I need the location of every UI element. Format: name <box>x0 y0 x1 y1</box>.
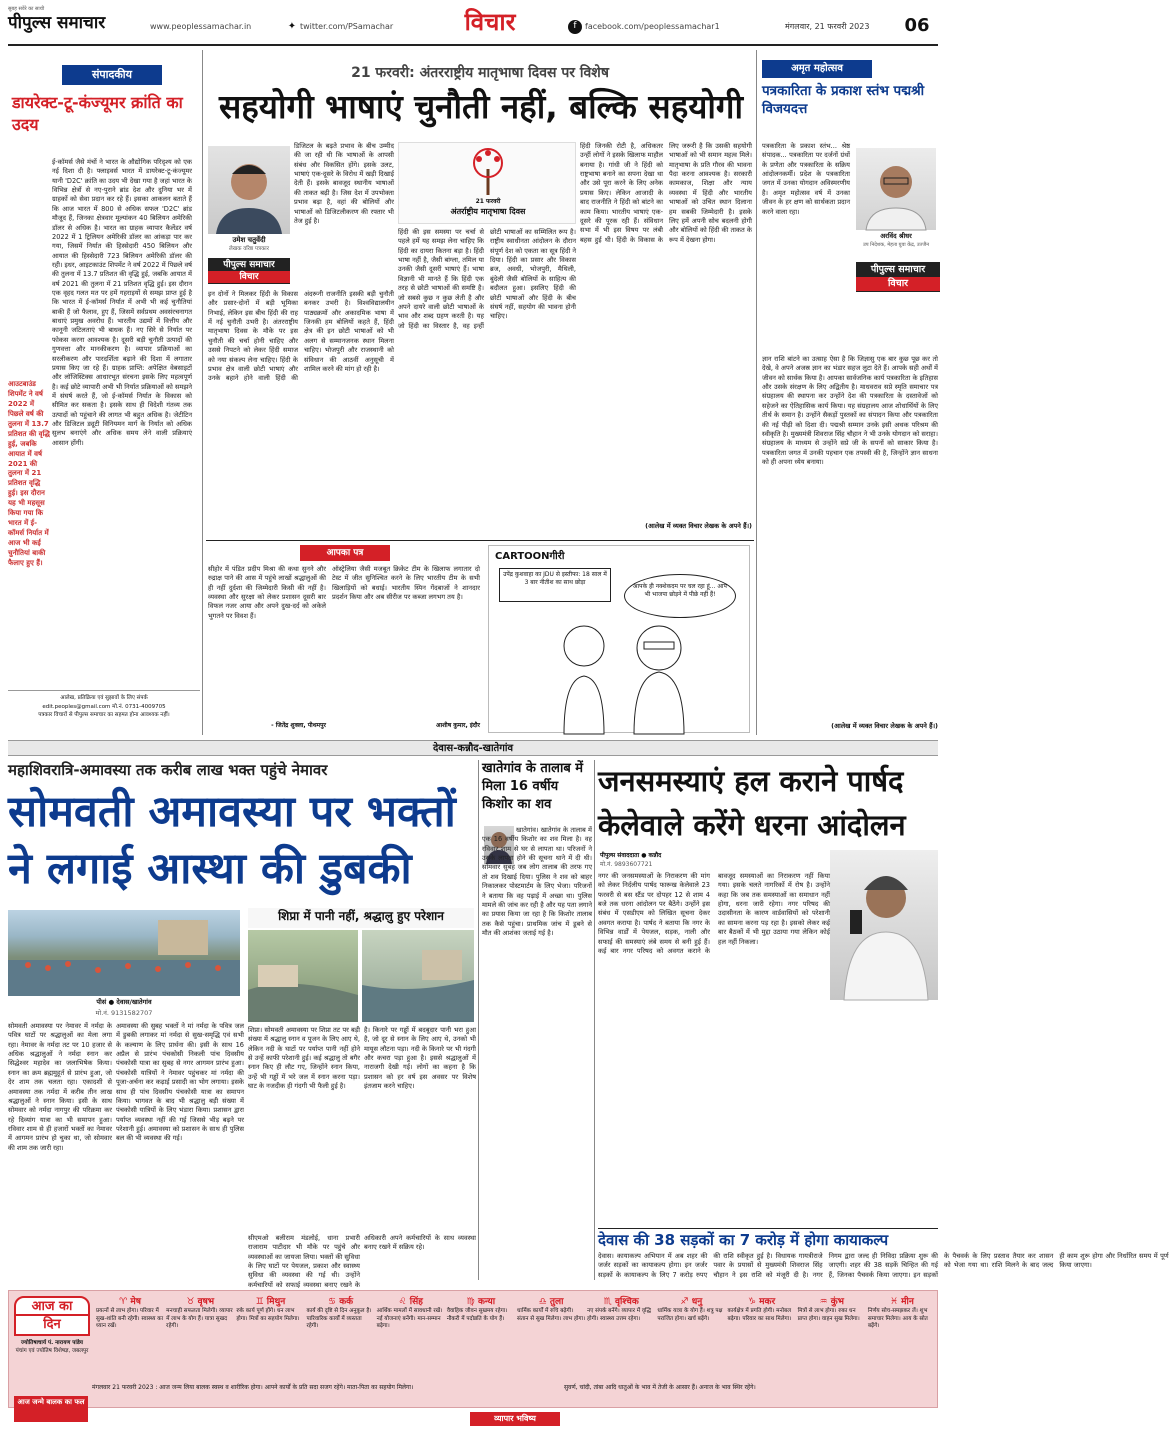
main-col2: अमावस्या की सुबह भक्तों ने मां नर्मदा के पवित्र जल में डुबकी लगाकर मां नर्मदा से सुख-समृद्धि एवं सभी के कल्याण के लिए प्रार्थना की। इसी के साथ 16 अप्रैल से प्रारंभ पंचकोसी निकली पांच दिवसीय पंचकोसी यात्रा का सुबह से नगर आगमन प्रारंभ हुआ। पंचकोसी यात्रियों ने नेमावर पहुंचकर मां नर्मदा की पूजा-अर्चना कर कढ़ाई प्रसादी का भोग लगाया। इसके साथ ही पांच दिवसीय पंचकोसी यात्रा का समापन किया। भागवत के बाद भी श्रद्धालु बड़ी संख्या में पंचकोसी यात्रियों के लिए भंडारा किया। प्रशासन द्वारा पर्याप्त व्यवस्था नहीं की गई जिससे भीड़ बढ़ने पर परेशानी हुई। अमावस्या को प्रशासन के साथ ही पुलिस बल की भी व्यवस्था की गई। <box>116 1022 244 1143</box>
editorial-footer <box>8 690 200 730</box>
shipra-photo-1 <box>248 930 358 1022</box>
astrologer-info <box>14 1340 90 1392</box>
shipra-col-d: अधिकारी अपने कर्मचारियों के साथ व्यवस्था बनाए रखने में सक्रिय रहे। <box>364 1234 476 1252</box>
zodiac-sagittarius: ♐ धनु धार्मिक यात्रा के योग हैं। शत्रु पक्ष पराजित होगा। खर्च बढ़ेंगे। <box>657 1296 725 1380</box>
editorial-title: डायरेक्ट-टू-कंज्यूमर क्रांति का उदय <box>12 93 183 135</box>
zodiac-pisces-text: निर्णय सोच-समझकर लें। शुभ समाचार मिलेगा। आय के स्रोत बढ़ेंगे। <box>867 1308 928 1330</box>
zodiac-capricorn-name: मकर <box>759 1297 776 1307</box>
zodiac-pisces: ♓ मीन निर्णय सोच-समझकर लें। शुभ समाचार मिलेगा। आय के स्रोत बढ़ेंगे। <box>868 1296 936 1380</box>
shipra-col-a: शिप्रा। सोमवती अमावस्या पर शिप्रा तट पर बड़ी संख्या में श्रद्धालु स्नान व पूजन के लिए आए थे, लेकिन नदी के घाटों पर पर्याप्त पानी नहीं होने से उन्हें काफी परेशानी हुई। कई श्रद्धालु तो बगैर स्नान किए ही लौट गए, जिन्होंने स्नान किया, उन्हें भी गड्ढों में भरे जल में स्नान करना पड़ा। घाट के नजदीक ही गंदगी भी फैली हुई है। <box>248 1026 360 1091</box>
cartoon-title: CARTOONगीरी <box>495 551 565 562</box>
kid-label: आज जन्मे बालक का फल <box>14 1396 88 1422</box>
zodiac-aries-name: मेष <box>130 1297 141 1307</box>
editorial-tag: संपादकीय <box>62 65 162 85</box>
matrubhasha-logo <box>398 142 576 224</box>
astrologer-name: ज्योतिषाचार्य पं. नारायण पांडेय <box>21 1340 83 1346</box>
amrit-body: ज्ञान राशि बांटने का उत्साह ऐसा है कि जिज्ञासु एक बार कुछ पूछ कर तो देखे, वे अपने अजस्र ज्ञान का भंडार सहज लुटा देते हैं। आपके सही अर्थों में जीवन को सार्थक किया है। आपका सार्वजनिक कार्य पत्रकारिता के इतिहास और उसके संरक्षण के लिए अद्वितीय है। माधवराव सप्रे स्मृति समाचार पत्र संग्रहालय की स्थापना कर उन्होंने देश की पत्रकारिता के दस्तावेजों को सहेजने का ऐतिहासिक कार्य किया। यह संग्रहालय आज शोधार्थियों के लिए तीर्थ के समान है। उन्होंने सैकड़ों पुस्तकों का संपादन किया और पत्रकारिता की नई पीढ़ी को दिशा दी। पद्मश्री सम्मान उनके इसी अथक परिश्रम की स्वीकृति है। मुख्यमंत्री शिवराज सिंह चौहान ने भी उनके योगदान को सराहा। संग्रहालय के माध्यम से उन्होंने सप्रे जी के सपनों को साकार किया है। पत्रकारिता जगत में उनकी पहचान एक तपस्वी की है, जिन्होंने ज्ञान साधना को ही अपना ध्येय बनाया। <box>762 355 938 466</box>
zodiac-cancer-text: कार्य की दृष्टि से दिन अनुकूल है। पारिवारिक कार्यों में व्यस्तता रहेगी। <box>306 1308 372 1330</box>
twitter-icon: ✦ <box>287 21 297 32</box>
zodiac-aquarius: ♒ कुंभ मित्रों से लाभ होगा। रुका धन प्राप्त होगा। वाहन सुख मिलेगा। <box>798 1296 866 1380</box>
zodiac-sagittarius-text: धार्मिक यात्रा के योग हैं। शत्रु पक्ष पराजित होगा। खर्च बढ़ेंगे। <box>657 1308 723 1322</box>
feature-badge <box>208 258 290 284</box>
facebook-link[interactable]: facebook.com/peoplessamachar1 <box>585 22 720 31</box>
feature-col2: हिंदी की इस समस्या पर चर्चा से पहले हमें यह समझ लेना चाहिए कि हिंदी का दायरा कितना बड़ा है। हिंदी भाषा नहीं है, जैसी बांग्ला, तमिल या उनकी जैसी दूसरी भाषाएं हैं। भाषा विज्ञानी भी मानते हैं कि हिंदी एक तरह से छोटी भाषाओं की समष्टि है। जो सबसे कुछ न कुछ लेती है और अपने दायरे वाली छोटी भाषाओं के भाव और शब्द ग्रहण करती है। यह जो हिंदी का विस्तार है, वह इन्हीं छोटी भाषाओं का सम्मिलित रूप है। राष्ट्रीय स्वाधीनता आंदोलन के दौरान संपूर्ण देश को एकता का सूत्र हिंदी ने दिया। हिंदी का प्रसार और विकास ब्रज, अवधी, भोजपुरी, मैथिली, बुंदेली जैसी बोलियों के साहित्य की बदौलत हुआ। इसलिए हिंदी की छोटी भाषाओं और हिंदी के बीच संघर्ष नहीं, सहयोग की भावना होनी चाहिए। <box>398 228 576 330</box>
zodiac-scorpio-text: नए संपर्क बनेंगे। व्यापार में वृद्धि होगी। स्वास्थ्य उत्तम रहेगा। <box>587 1308 651 1322</box>
zodiac-leo: ♌ सिंह आर्थिक मामलों में सावधानी रखें। नई योजनाएं बनेंगी। मान-सम्मान बढ़ेगा। <box>377 1296 445 1380</box>
horoscope-title-bottom: दिन <box>14 1316 90 1336</box>
letter-1: सीहोर में पंडित प्रदीप मिश्रा की कथा सुनने और रुद्राक्ष पाने की आस में पहुंचे लाखों श्रद्धालुओं की ही नहीं दुर्दशा की जिम्मेदारी किसी की नहीं है। व्यवस्था और सुरक्षा को लेकर प्रशासन दूसरी बार विफल नजर आया और अपने दुख-दर्द को अकेले भुगतने पर विवश हैं। <box>208 565 326 620</box>
councillor-portrait <box>830 850 938 1000</box>
feature-col3: हिंदी जिनकी रोटी है, अधिकतर उन्हीं लोगों ने इसके खिलाफ माहौल बनाया है। गांधी जी ने हिंदी को राष्ट्रभाषा बनाने का सपना देखा था और उसे पूरा करने के लिए अनेक प्रयास किए। लेकिन आजादी के बाद राजनीति ने हिंदी को बांटने का काम किया। भारतीय भाषाएं एक-दूसरे की पूरक रही हैं। संविधान सभा में भी इस विषय पर लंबी बहस हुई थी। हिंदी के विकास के लिए जरूरी है कि उसकी सहयोगी भाषाओं को भी समान महत्व मिले। मातृभाषा के प्रति गौरव की भावना पैदा करना आवश्यक है। सरकारी कामकाज, शिक्षा और न्याय व्यवस्था में हिंदी और भारतीय भाषाओं को उचित स्थान दिलाना हम सबकी जिम्मेदारी है। इसके लिए हमें अपनी सोच बदलनी होगी और बोलियों को हिंदी की ताकत के रूप में देखना होगा। <box>580 142 752 244</box>
kid-text: मंगलवार 21 फरवरी 2023 : आज जन्म लिया बालक स्वस्थ व शारीरिक होगा। आपने कार्यों के प्रति सदा सजग रहेंगे। माता-पिता का सहयोग मिलेगा। <box>92 1384 414 1391</box>
zodiac-leo-name: सिंह <box>409 1297 423 1307</box>
zodiac-gemini-text: रुके कार्य पूर्ण होंगे। धन लाभ होगा। मित्रों का सहयोग मिलेगा। <box>236 1308 300 1322</box>
main-headline: सोमवती अमावस्या पर भक्तों ने लगाई आस्था की डुबकी <box>8 787 456 895</box>
main-photo-crowd <box>8 910 240 996</box>
author-role: लेखक वरिष्ठ पत्रकार <box>229 246 269 252</box>
main-photo-credit: पीसं ● देवास/खातेगांव <box>96 998 152 1006</box>
footer-contact-label: आलेख, प्रतिक्रिया एवं सुझावों के लिए संपर्क <box>60 695 148 701</box>
zodiac-capricorn-text: कार्यक्षेत्र में प्रगति होगी। मनोबल बढ़ेगा। परिवार का साथ मिलेगा। <box>727 1308 792 1322</box>
badge-brand: पीपुल्स समाचार <box>223 260 275 270</box>
astrologer-desc: पंचांग एवं ज्योतिष विशेषज्ञ, जबलपुर <box>15 1347 89 1354</box>
zodiac-cancer-name: कर्क <box>339 1297 354 1307</box>
letters-title: आपका पत्र <box>300 545 390 561</box>
missing-body: खातेगांव। खातेगांव के तालाब में एक 16 वर्षीय किशोर का शव मिला है। वह रविवार शाम से घर से लापता था। परिजनों ने उसके लापता होने की सूचना थाने में दी थी। सोमवार सुबह जब लोग तालाब की तरफ गए तो शव दिखाई दिया। पुलिस ने शव को बाहर निकालकर पोस्टमार्टम के लिए भेजा। परिजनों ने बताया कि वह पढ़ाई में अच्छा था। पुलिस मामले की जांच कर रही है और यह पता लगाने का प्रयास किया जा रहा है कि किशोर तालाब तक कैसे पहुंचा। प्राथमिक जांच में डूबने से मौत की आशंका जताई गई है। <box>482 826 592 937</box>
author-photo <box>208 146 290 234</box>
zodiac-capricorn: ♑ मकर कार्यक्षेत्र में प्रगति होगी। मनोबल बढ़ेगा। परिवार का साथ मिलेगा। <box>727 1296 795 1380</box>
logo-date: 21 फरवरी <box>475 198 501 205</box>
vyapar-label: व्यापार भविष्य <box>470 1412 560 1426</box>
zodiac-gemini: ♊ मिथुन रुके कार्य पूर्ण होंगे। धन लाभ होगा। मित्रों का सहयोग मिलेगा। <box>236 1296 304 1380</box>
zodiac-libra-text: धार्मिक कार्यों में रुचि बढ़ेगी। संतान से सुख मिलेगा। लाभ होगा। <box>516 1308 586 1322</box>
main-col1: सोमवती अमावस्या पर नेमावर में नर्मदा के पवित्र घाटों पर श्रद्धालुओं का मेला लगा रहा। नेमावर के नर्मदा तट पर 10 हजार से अधिक श्रद्धालुओं ने नर्मदा स्नान कर सिद्धेश्वर महादेव का जलाभिषेक किया। स्नान का क्रम ब्रह्ममुहूर्त से प्रारंभ हुआ, जो देर शाम तक चलता रहा। एकादशी से अमावस्या तक नर्मदा में करीब तीन लाख श्रद्धालुओं ने स्नान किया। इसी के साथ सोमवार को नर्मदा नागपुर की परिक्रमा कर रहे दिव्यांग यात्रा का भी समापन हुआ। रविवार शाम से ही हजारों भक्तों का नेमावर में आगमन प्रारंभ हो चुका था, जो सोमवार की शाम तक जारी रहा। <box>8 1022 112 1152</box>
brand-logo <box>8 6 148 38</box>
amrit-badge-section: विचार <box>856 277 940 291</box>
roads-headline: देवास की 38 सड़कों का 7 करोड़ में होगा कायाकल्प <box>598 1231 889 1249</box>
shipra-headline: शिप्रा में पानी नहीं, श्रद्धालु हुए परेशान <box>248 908 474 928</box>
cartoon-caption: उपेंद्र कुशवाहा का JDU से इस्तीफा: 18 साल में 3 बार नीतीश का साथ छोड़ा <box>499 568 611 602</box>
facebook-icon: f <box>568 20 582 34</box>
crowd-graphic <box>8 910 240 996</box>
shipra-col-b: है। किनारे पर गड्ढों में बदबूदार पानी भरा हुआ है, जो दूर से स्नान के लिए आए थे, उनको भी मायूस लौटना पड़ा। नदी के किनारे पर भी गंदगी और कचरा पड़ा हुआ है। इससे श्रद्धालुओं में नाराजगी देखी गई। लोगों का कहना है कि प्रशासन को हर वर्ष इस अवसर पर विशेष इंतजाम करने चाहिए। <box>364 1026 476 1091</box>
zodiac-gemini-name: मिथुन <box>266 1297 286 1307</box>
zodiac-grid <box>96 1296 936 1380</box>
editorial-body: ई-कॉमर्स जैसे मंचों ने भारत के औद्योगिक परिदृश्य को एक नई दिशा दी है। फ्लाइवर्स भारत में डायरेक्ट-टू-कंज्यूमर यानी 'D2C' क्रांति का उदय भी देखा गया है जहां भारत के विभिन्न क्षेत्रों से नए-पुराने ब्रांड देश और दुनिया भर में ग्राहकों को सेवा प्रदान कर रहे हैं। इसका आकलन बताते हैं कि आज भारत में 800 से अधिक सफल 'D2C' ब्रांड मौजूद हैं, जिनका क्षेत्रवार मूल्यांकन 40 बिलियन अमेरिकी डॉलर से अधिक है। भारत का ग्राहक व्यापार कैलेंडर वर्ष 2022 में 1 ट्रिलियन अमेरिकी डॉलर का आंकड़ा पार कर गया, जिसमें निर्यात की हिस्सेदारी 450 बिलियन और आयात की हिस्सेदारी 723 बिलियन अमेरिकी डॉलर की रही। इधर, आइटकाउंट शिपमेंट ने वर्ष 2022 में पिछले वर्ष की तुलना में 13.7 प्रतिशत की वृद्धि हुई, जबकि आयात में वर्ष 2021 की तुलना में 21 प्रतिशत वृद्धि हुई। इस दौरान एक वृहद गलत मत पर हमें गहराइयों से समझ प्राप्त हुई है कि भारत में ई-कॉमर्स निर्यात में अभी भी कई चुनौतियां बाकी हैं जो फैलाव, हुए हैं, जिसमें सर्वप्रथम अवसंरचनागत बाधाएं प्रमुख अवरोध हैं। भारतीय उद्यमों में वित्तीय और कानूनी जटिलताएं भी बाधक हैं। नए सिरे से निर्यात पर फोकस करना आवश्यक है। दूसरी बड़ी चुनौती उत्पादों की गुणवत्ता और मानकीकरण है। व्यापार प्रक्रियाओं का सरलीकरण और पारदर्शिता बढ़ाने की दिशा में लगातार प्रयास किए जा रहे हैं। ग्राहक प्राप्ति: अपेक्षित वेबसाइटों और लॉजिस्टिक्स आधारभूत संरचना इसके लिए महत्वपूर्ण है। कई छोटे व्यापारी अभी भी निर्यात प्रक्रियाओं को समझने में संघर्ष करते हैं, जो ई-कॉमर्स निर्यात के विकास को सीमित कर सकता है। इसके साथ ही विदेशी गंतव्य तक उत्पादों को पहुंचाने की लागत भी बहुत अधिक है। जेटीटिन और डिजिटल ड्यूटी विनियमन मार्ग के निर्यात को अधिक सुलभ बनाएंगे और अधिक समय लेने वाली प्रक्रियाएं आसान होंगी। <box>52 158 192 447</box>
tree-icon <box>399 143 577 199</box>
zodiac-aries-text: प्रयत्नों से लाभ होगा। परिवार में सुख-शांति बनी रहेगी। स्वास्थ्य का ध्यान रखें। <box>96 1308 164 1330</box>
letter-1-signature: - जितेंद्र शुक्ला, पीथमपुर <box>271 722 326 729</box>
amrit-note: (आलेख में व्यक्त विचार लेखक के अपने हैं।) <box>831 722 938 730</box>
zodiac-sagittarius-name: धनु <box>691 1297 703 1307</box>
cartoon-figures <box>489 606 751 734</box>
amrit-author-name: अरविंद श्रीधर <box>880 232 912 240</box>
protest-body: नगर की जनसमस्याओं के निराकरण की मांग को लेकर निर्दलीय पार्षद फारूख केलेवाले 23 फरवरी से बस स्टैंड पर दोपहर 12 से शाम 4 बजे तक धरना आंदोलन पर बैठेंगे। उन्होंने इस संबंध में एसडीएम को लिखित सूचना देकर अवगत कराया है। पार्षद ने बताया कि नगर के विभिन्न वार्डों में पेयजल, सड़क, नाली और सफाई की समस्याएं लंबे समय से बनी हुई हैं। कई बार नगर परिषद को अवगत कराने के बावजूद समस्याओं का निराकरण नहीं किया गया। इसके चलते नागरिकों में रोष है। उन्होंने कहा कि जब तक समस्याओं का समाधान नहीं होगा, धरना जारी रहेगा। नगर परिषद की उदासीनता के कारण वार्डवासियों को परेशानी का सामना करना पड़ रहा है। इसको लेकर कई बार बैठकों में भी मुद्दा उठाया गया लेकिन कोई हल नहीं निकला। <box>598 872 830 955</box>
zodiac-leo-text: आर्थिक मामलों में सावधानी रखें। नई योजनाएं बनेंगी। मान-सम्मान बढ़ेगा। <box>376 1308 443 1330</box>
horoscope-title-top: आज का <box>14 1296 90 1316</box>
main-kicker: महाशिवरात्रि-अमावस्या तक करीब लाख भक्त पहुंचे नेमावर <box>8 761 328 779</box>
protest-headline: जनसमस्याएं हल कराने पार्षद केलेवाले करेंगे धरना आंदोलन <box>598 764 906 842</box>
shipra-col-c: सीएमओ बलीराम मंडलोई, धाना प्रभारी राजाराम पाटीदार भी मौके पर पहुंचे और व्यवस्थाओं का जायजा लिया। भक्तों की सुविधा के लिए घाटों पर पेयजल, प्रकाश और स्वास्थ्य सुविधा की व्यवस्था की गई थी। उन्होंने कर्मचारियों को सफाई व्यवस्था बनाए रखने के <box>248 1234 360 1289</box>
cartoon-bubble: आपके ही नक्शेकदम पर चल रहा हूं... आप भी भाजपा छोड़ने में पीछे नहीं हैं! <box>624 574 736 618</box>
brand-tagline: सुबह सवेरे का साथी <box>8 6 45 12</box>
zodiac-cancer: ♋ कर्क कार्य की दृष्टि से दिन अनुकूल है। पारिवारिक कार्यों में व्यस्तता रहेगी। <box>306 1296 374 1380</box>
brand-name: पीपुल्स समाचार <box>8 12 106 33</box>
website-link[interactable]: www.peoplessamachar.in <box>150 22 252 31</box>
zodiac-aries: ♈ मेष प्रयत्नों से लाभ होगा। परिवार में सुख-शांति बनी रहेगी। स्वास्थ्य का ध्यान रखें। <box>96 1297 164 1330</box>
logo-title: अंतर्राष्ट्रीय मातृभाषा दिवस <box>450 207 526 216</box>
zodiac-libra: ♎ तुला धार्मिक कार्यों में रुचि बढ़ेगी। संतान से सुख मिलेगा। लाभ होगा। <box>516 1297 586 1322</box>
zodiac-taurus: ♉ वृषभ मनचाही सफलता मिलेगी। व्यापार में लाभ के योग हैं। यात्रा सुखद रहेगी। <box>166 1297 233 1330</box>
issue-date: मंगलवार, 21 फरवरी 2023 <box>785 22 870 31</box>
amrit-badge-brand: पीपुल्स समाचार <box>870 264 926 275</box>
editorial-sidenote: आउटबाउंड शिपमेंट ने वर्ष 2022 में पिछले वर्ष की तुलना में 13.7 प्रतिशत की वृद्धि हुई, जबकि आयात में वर्ष 2021 की तुलना में 21 प्रतिशत वृद्धि हुई। इस दौरान यह भी महसूस किया गया कि भारत में ई-कॉमर्स निर्यात में आज भी कई चुनौतियां बाकी फैलाए हुए हैं। <box>8 380 50 567</box>
zodiac-virgo-text: वैवाहिक जीवन सुखमय रहेगा। नौकरी में पदोन्नति के योग हैं। <box>446 1308 508 1322</box>
footer-disclaimer: पत्रकार विचारों से पीपुल्स समाचार का सहमत होना आवश्यक नहीं। <box>38 712 170 719</box>
twitter-link[interactable]: twitter.com/PSamachar <box>300 22 394 31</box>
zodiac-taurus-text: मनचाही सफलता मिलेगी। व्यापार में लाभ के योग हैं। यात्रा सुखद रहेगी। <box>166 1308 233 1330</box>
amrit-title: पत्रकारिता के प्रकाश स्तंभ पद्मश्री विजयदत्त <box>762 83 925 118</box>
roads-body: देवास। कायाकल्प अभियान में अब शहर की जर्जर सड़कों का कायाकल्प होगा। इन जर्जर सड़कों के कायाकल्प के लिए 7 करोड़ रुपए की राशि स्वीकृत हुई है। विधायक गायत्रीराजे पवार के प्रयासों से मुख्यमंत्री शिवराज सिंह चौहान ने इस राशि को मंजूरी दी है। नगर निगम द्वारा जल्द ही निविदा प्रक्रिया शुरू की जाएगी। शहर की 38 सड़कें चिन्हित की गई हैं, जिनका पैचवर्क किया जाएगा। इन सड़कों के पैचवर्क के लिए प्रस्ताव तैयार कर शासन को भेजा गया था। राशि मिलने के बाद जल्द ही काम शुरू होगा और निर्धारित समय में पूर्ण किया जाएगा। <box>598 1252 1169 1279</box>
vyapar-text: सुवर्ण, चांदी, तांबा आदि धातुओं के भाव में तेजी के आसार हैं। अनाज के भाव स्थिर रहेंगे। <box>564 1384 756 1391</box>
shipra-photo-2 <box>362 930 474 1022</box>
protest-phone: मो.नं. 9893607721 <box>600 861 653 868</box>
cartoon-panel <box>488 545 750 733</box>
protest-byline: पीपुल्स संवाददाता ● कन्नौद <box>600 852 662 859</box>
amrit-author-photo <box>856 148 936 230</box>
zodiac-libra-name: तुला <box>549 1297 564 1307</box>
feature-col1-top: डिजिटल के बढ़ते प्रभाव के बीच उम्मीद की जा रही थी कि भाषाओं के आपसी संबंध और विकसित होंगे। इसके उलट, भाषाएं एक-दूसरे के विरोध में खड़ी दिखाई देती हैं। इसके बावजूद स्थानीय भाषाओं की ताकत बढ़ी है। जिस देश में उपभोक्ता प्रभाव बढ़ा है, वहां की बोलियों और भाषाओं को डिजिटलीकरण की रफ्तार भी तेज हुई है। <box>294 142 394 225</box>
footer-email[interactable]: edit.peoples@gmail.com मो.नं. 0731-4009705 <box>42 703 166 710</box>
zodiac-taurus-name: वृषभ <box>197 1297 215 1307</box>
author-name: उमेश चतुर्वेदी <box>232 236 266 244</box>
amrit-badge <box>856 262 940 292</box>
zodiac-scorpio: ♏ वृश्चिक नए संपर्क बनेंगे। व्यापार में वृद्धि होगी। स्वास्थ्य उत्तम रहेगा। <box>587 1296 655 1380</box>
river-graphic-1 <box>248 930 358 1022</box>
zodiac-pisces-name: मीन <box>901 1297 914 1307</box>
feature-note: (आलेख में व्यक्त विचार लेखक के अपने हैं।) <box>645 522 752 530</box>
main-phone: मो.नं. 9131582707 <box>95 1009 153 1017</box>
zodiac-virgo-name: कन्या <box>477 1297 496 1307</box>
amrit-tag: अमृत महोत्सव <box>762 60 872 78</box>
letter-2: ऑस्ट्रेलिया जैसी मजबूत क्रिकेट टीम के खिलाफ लगातार दो टेस्ट में जीत सुनिश्चित करने के लिए भारतीय टीम के सभी खिलाड़ियों को बधाई। भारतीय स्पिन गेंदबाजों ने शानदार प्रदर्शन किया और अब सीरीज पर कब्जा लगभग तय है। <box>332 565 480 602</box>
region-band: देवास-कन्नौद-खातेगांव <box>8 740 938 756</box>
amrit-intro: पत्रकारिता के प्रकाश स्तंभ... श्रेष्ठ संपादक... पत्रकारिता पर दर्जनों ग्रंथों के प्रणेता और पत्रकारिता के सक्रिय आंदोलनकर्मी। प्रदेश के पत्रकारिता जगत में उनका योगदान अविस्मरणीय है। अमृत महोत्सव वर्ष में उनका जीवन के हर क्षण को सार्थकता प्रदान करने वाला रहा। <box>762 142 850 216</box>
protest-photo <box>830 850 938 1000</box>
page-number: 06 <box>904 15 930 36</box>
letter-2-signature: आशीष कुमार, इंदौर <box>435 722 480 729</box>
badge-section: विचार <box>208 271 290 283</box>
feature-headline: सहयोगी भाषाएं चुनौती नहीं, बल्कि सहयोगी <box>218 87 744 126</box>
author-portrait <box>208 146 290 234</box>
zodiac-aquarius-text: मित्रों से लाभ होगा। रुका धन प्राप्त होगा। वाहन सुख मिलेगा। <box>797 1308 860 1322</box>
zodiac-scorpio-name: वृश्चिक <box>614 1297 639 1307</box>
amrit-author-portrait <box>856 148 936 230</box>
amrit-author-role: उप निदेशक, मेहता युवा केंद्र, उज्जैन <box>862 242 930 248</box>
feature-col1: इन दोनों ने मिलकर हिंदी के विकास और प्रसार-दोनों में बड़ी भूमिका निभाई, लेकिन इस बीच हिंदी की राह में नई चुनौती उभरी है। अंतरराष्ट्रीय मातृभाषा दिवस के मौके पर इस चुनौती की चर्चा होनी चाहिए और उससे निपटने को लेकर हिंदी समाज को नया संकल्प लेना चाहिए। हिंदी के प्रभाव क्षेत्र वाली छोटी भाषाएं और उनके बहाने होने वाली हिंदी की अंदरूनी राजनीति इसकी बड़ी चुनौती बनकर उभरी है। विश्वविद्यालयीन पाठ्यक्रमों और अकादमिक भाषा में जिनकी हम बोलियों कहते हैं, हिंदी क्षेत्र की इन छोटी भाषाओं को भी अलग से सम्मानजनक स्थान मिलना चाहिए। भोजपुरी और राजस्थानी को संविधान की आठवीं अनुसूची में शामिल करने की मांग हो रही है। <box>208 290 394 383</box>
feature-kicker: 21 फरवरी: अंतरराष्ट्रीय मातृभाषा दिवस पर विशेष <box>351 65 609 81</box>
river-graphic-2 <box>362 930 474 1022</box>
zodiac-aquarius-name: कुंभ <box>830 1297 844 1307</box>
missing-headline: खातेगांव के तालाब में मिला 16 वर्षीय किशोर का शव <box>482 761 584 813</box>
zodiac-virgo: ♍ कन्या वैवाहिक जीवन सुखमय रहेगा। नौकरी में पदोन्नति के योग हैं। <box>447 1296 515 1380</box>
section-title: विचार <box>464 8 516 36</box>
